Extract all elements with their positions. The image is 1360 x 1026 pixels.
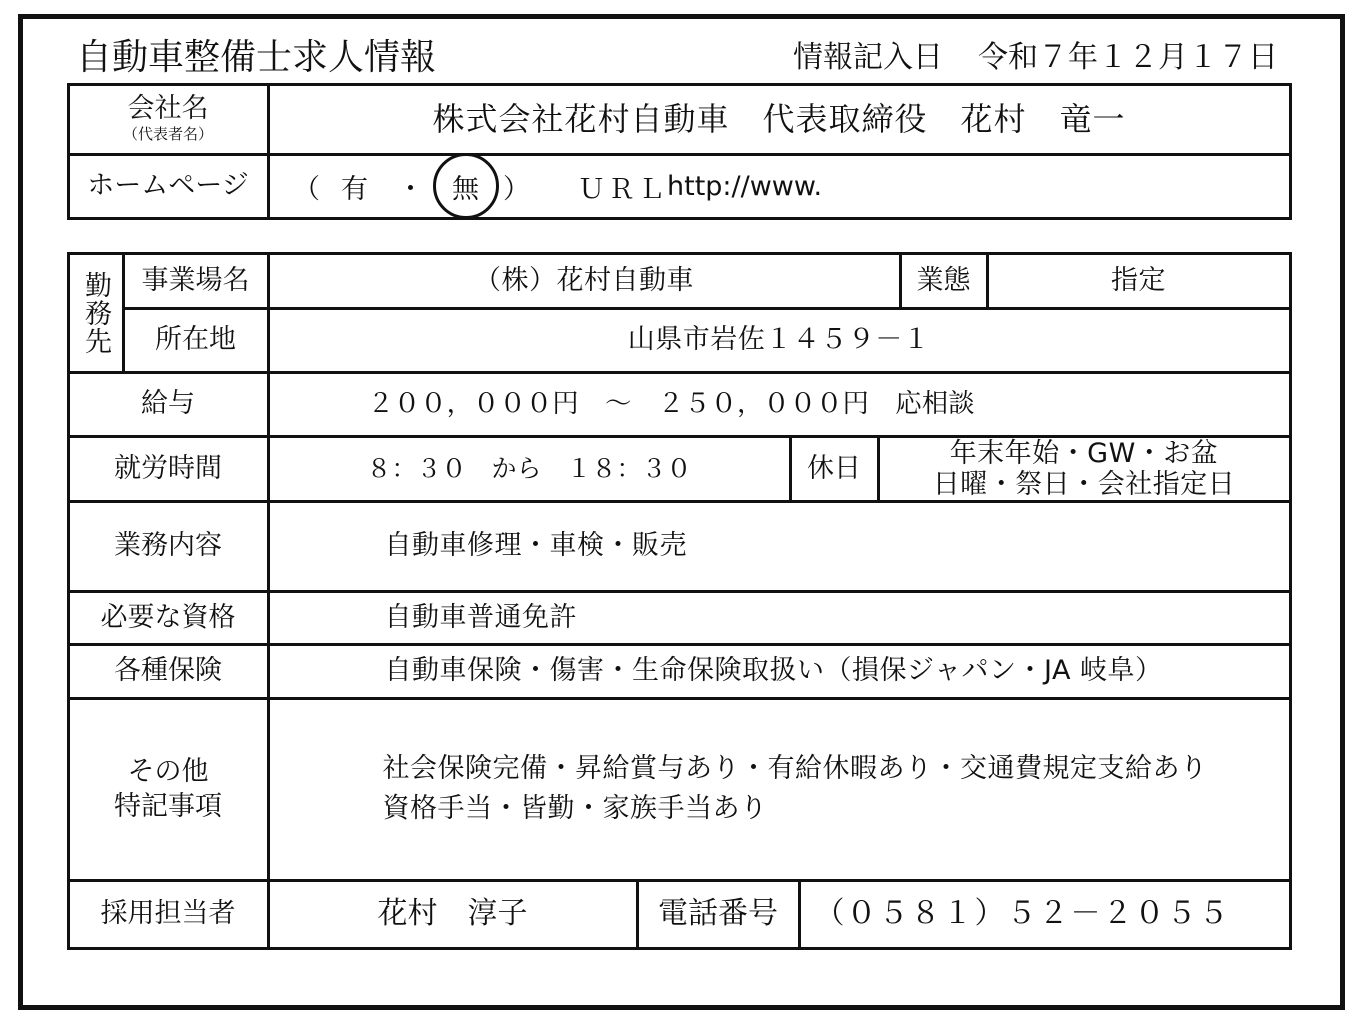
business-type-value-cell — [986, 252, 1292, 310]
salary-value: ２００，０００円 ～ ２５０，０００円 応相談 — [367, 388, 975, 419]
recruiter-value-cell — [267, 879, 639, 950]
holiday-lines — [933, 438, 1236, 500]
holiday-line: 年末年始・GW・お盆 — [949, 437, 1219, 469]
homepage-close-paren: ） — [503, 173, 530, 205]
duties-value: 自動車修理・車検・販売 — [384, 530, 687, 561]
homepage-label-cell — [67, 153, 270, 220]
url-value: http://www. — [667, 170, 823, 202]
entry-date-label: 情報記入日 — [793, 40, 943, 75]
other-notes-value-cell — [267, 697, 1292, 882]
site-name-label: 事業場名 — [141, 264, 250, 296]
recruiter-label: 採用担当者 — [100, 898, 236, 929]
company-name: 株式会社花村自動車 代表取締役 花村 竜一 — [432, 100, 1126, 138]
company-label: 会社名 — [127, 93, 209, 124]
selection-circle — [433, 153, 499, 219]
phone-label-cell — [636, 879, 801, 950]
recruiter-label-cell — [67, 879, 270, 950]
address-value-cell — [267, 307, 1292, 374]
other-notes-label-line: 特記事項 — [114, 791, 222, 822]
company-label-stack — [123, 94, 213, 144]
working-hours-value: ８：３０ から １８：３０ — [366, 453, 692, 483]
url-label: ＵＲＬ — [578, 173, 668, 205]
company-value-cell — [267, 83, 1292, 156]
holiday-line: 日曜・祭日・会社指定日 — [932, 468, 1236, 500]
page-title: 自動車整備士求人情報 — [76, 37, 437, 78]
recruiter-name: 花村 淳子 — [377, 896, 528, 931]
company-label-cell — [67, 83, 270, 156]
business-type-value: 指定 — [1111, 264, 1166, 296]
site-name-value: （株）花村自動車 — [474, 264, 694, 296]
working-hours-label-cell — [67, 435, 270, 503]
qualifications-label: 必要な資格 — [100, 601, 236, 633]
insurance-value: 自動車保険・傷害・生命保険取扱い（損保ジャパン・JA 岐阜） — [384, 655, 1163, 686]
homepage-open-paren: （ — [293, 173, 320, 205]
homepage-label: ホームページ — [87, 170, 249, 201]
address-value: 山県市岩佐１４５９－１ — [627, 324, 931, 355]
other-notes-lines — [383, 749, 1208, 829]
duties-label-cell — [67, 500, 270, 593]
other-notes-line: 社会保険完備・昇給賞与あり・有給休暇あり・交通費規定支給あり — [382, 753, 1208, 784]
other-notes-label-cell — [67, 697, 270, 882]
site-name-label-cell — [122, 252, 270, 310]
address-label-cell — [122, 307, 270, 374]
business-type-label: 業態 — [916, 264, 971, 296]
business-type-label-cell — [899, 252, 989, 310]
homepage-option-yes-label: 有 — [341, 173, 368, 205]
duties-label: 業務内容 — [114, 530, 222, 561]
other-notes-label-line: その他 — [127, 756, 209, 787]
representative-sublabel: （代表者名） — [122, 125, 213, 143]
insurance-label-cell — [67, 643, 270, 700]
other-notes-line: 資格手当・皆勤・家族手当あり — [382, 793, 768, 824]
holiday-label-cell — [789, 435, 880, 503]
salary-value-cell — [267, 371, 1292, 438]
address-label: 所在地 — [155, 324, 236, 355]
qualifications-label-cell — [67, 590, 270, 646]
homepage-option-yes — [341, 156, 368, 217]
holiday-value-cell — [877, 435, 1292, 503]
phone-number: （０５８１）５２－２０５５ — [814, 896, 1231, 931]
duties-value-cell — [267, 500, 1292, 593]
workplace-group-label: 勤務先 — [80, 270, 111, 355]
insurance-label: 各種保険 — [114, 655, 222, 686]
holiday-label: 休日 — [807, 452, 861, 484]
working-hours-label: 就労時間 — [114, 452, 222, 484]
working-hours-value-cell — [267, 435, 792, 503]
other-notes-label — [114, 754, 222, 824]
homepage-option-no-label: 無 — [452, 173, 479, 205]
entry-date-value: 令和７年１２月１７日 — [978, 40, 1278, 75]
phone-value-cell — [798, 879, 1292, 950]
workplace-group-cell — [67, 252, 125, 374]
insurance-value-cell — [267, 643, 1292, 700]
salary-label-cell — [67, 371, 270, 438]
phone-label: 電話番号 — [658, 896, 778, 931]
qualifications-value-cell — [267, 590, 1292, 646]
homepage-value-cell — [267, 153, 1292, 220]
homepage-option-no — [452, 156, 479, 217]
salary-label: 給与 — [141, 388, 195, 419]
qualifications-value: 自動車普通免許 — [384, 601, 577, 633]
site-name-value-cell — [267, 252, 902, 310]
homepage-option-separator: ・ — [397, 173, 424, 205]
